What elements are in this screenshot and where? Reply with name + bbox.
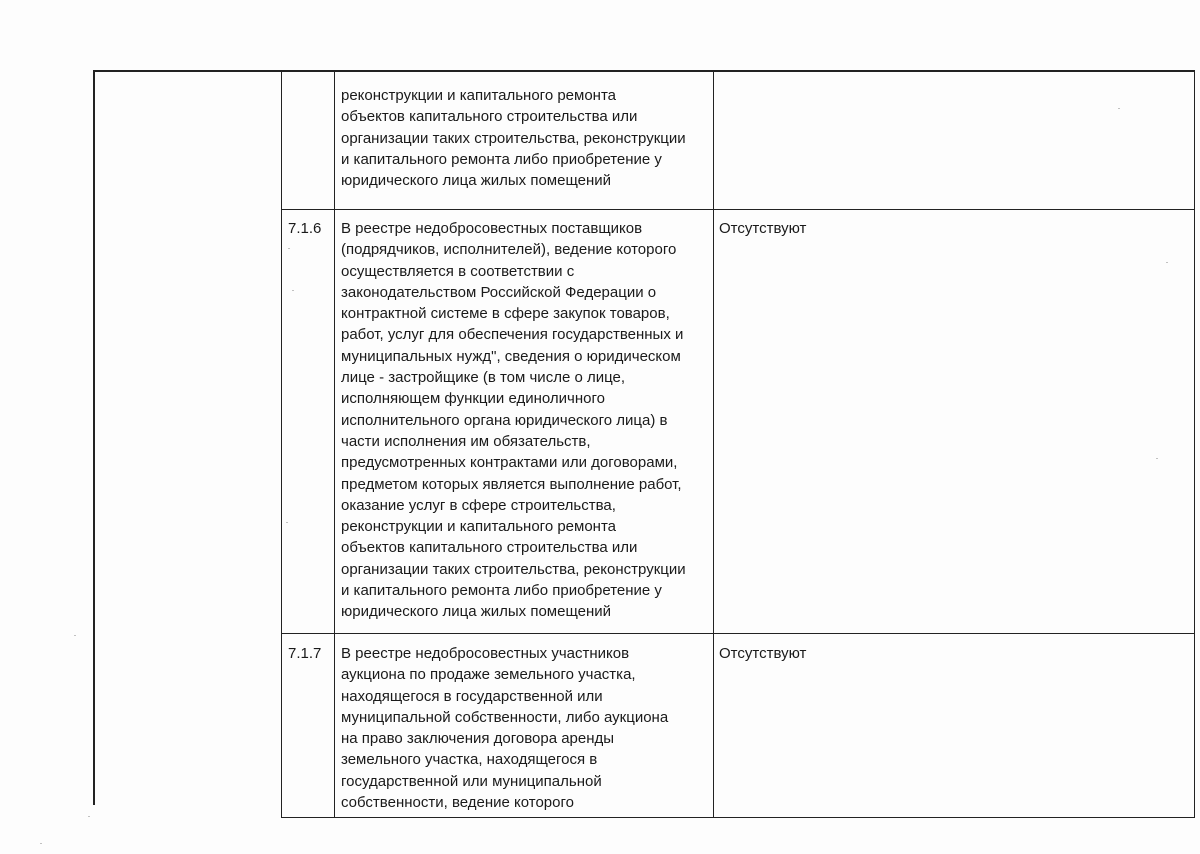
row-value-cell (714, 72, 1195, 210)
table-left-border (93, 70, 95, 805)
table-row (282, 634, 1195, 818)
description-line: аукциона по продаже земельного участка, (341, 666, 636, 684)
description-line: предметом которых является выполнение работ, (341, 475, 682, 493)
description-line: юридического лица жилых помещений (341, 172, 612, 190)
scan-speck (40, 843, 42, 844)
description-line: объектов капитального строительства или (341, 108, 638, 126)
scan-speck (88, 816, 90, 817)
description-line: находящегося в государственной или (341, 687, 603, 705)
description-line: на право заключения договора аренды (341, 730, 615, 748)
description-line: реконструкции и капитального ремонта (341, 518, 617, 536)
description-line: организации таких строительства, реконструкции (341, 560, 686, 578)
scan-speck (1156, 458, 1158, 459)
row-number-cell (282, 210, 335, 634)
description-line: работ, услуг для обеспечения государственных и (341, 326, 684, 344)
description-line: муниципальной собственности, либо аукциона (341, 708, 669, 726)
description-line: осуществляется в соответствии с (341, 262, 575, 280)
description-line: (подрядчиков, исполнителей), ведение которого (341, 241, 677, 259)
row-value-cell (714, 210, 1195, 634)
description-line: исполнительного органа юридического лица) в (341, 411, 668, 429)
scan-speck (292, 290, 294, 291)
description-line: законодательством Российской Федерации о (341, 283, 657, 301)
row-description-cell (335, 634, 714, 818)
row-number-cell (282, 634, 335, 818)
row-description-cell (335, 72, 714, 210)
row-value: Отсутствуют (719, 645, 807, 662)
description-line: В реестре недобросовестных участников (341, 645, 630, 662)
scan-speck (286, 522, 288, 523)
row-value: Отсутствуют (719, 220, 807, 237)
row-number-cell (282, 72, 335, 210)
table-row (282, 72, 1195, 210)
description-line: оказание услуг в сфере строительства, (341, 496, 616, 514)
row-number: 7.1.7 (288, 645, 322, 662)
row-number: 7.1.6 (288, 220, 322, 237)
scan-speck (74, 635, 76, 636)
row-value-cell (714, 634, 1195, 818)
description-line: реконструкции и капитального ремонта (341, 87, 617, 104)
description-line: части исполнения им обязательств, (341, 432, 591, 450)
description-line: земельного участка, находящегося в (341, 751, 598, 769)
description-line: и капитального ремонта либо приобретение у (341, 582, 662, 600)
description-line: и капитального ремонта либо приобретение у (341, 150, 662, 168)
table-row (282, 210, 1195, 634)
scan-speck (288, 248, 290, 249)
description-line: объектов капитального строительства или (341, 539, 638, 557)
scan-speck (1166, 262, 1168, 263)
scan-speck (1118, 108, 1120, 109)
description-line: исполняющем функции единоличного (341, 390, 605, 408)
description-line: лице - застройщике (в том числе о лице, (341, 369, 626, 387)
description-line: собственности, ведение которого (341, 794, 574, 812)
row-description-cell (335, 210, 714, 634)
description-line: предусмотренных контрактами или договорами, (341, 454, 678, 472)
description-line: государственной или муниципальной (341, 772, 602, 790)
disclosure-table (281, 71, 1195, 818)
description-line: контрактной системе в сфере закупок товаров, (341, 305, 670, 323)
description-line: В реестре недобросовестных поставщиков (341, 220, 643, 237)
description-line: юридического лица жилых помещений (341, 603, 612, 621)
description-line: муниципальных нужд", сведения о юридическом (341, 347, 681, 365)
description-line: организации таких строительства, реконструкции (341, 129, 686, 147)
